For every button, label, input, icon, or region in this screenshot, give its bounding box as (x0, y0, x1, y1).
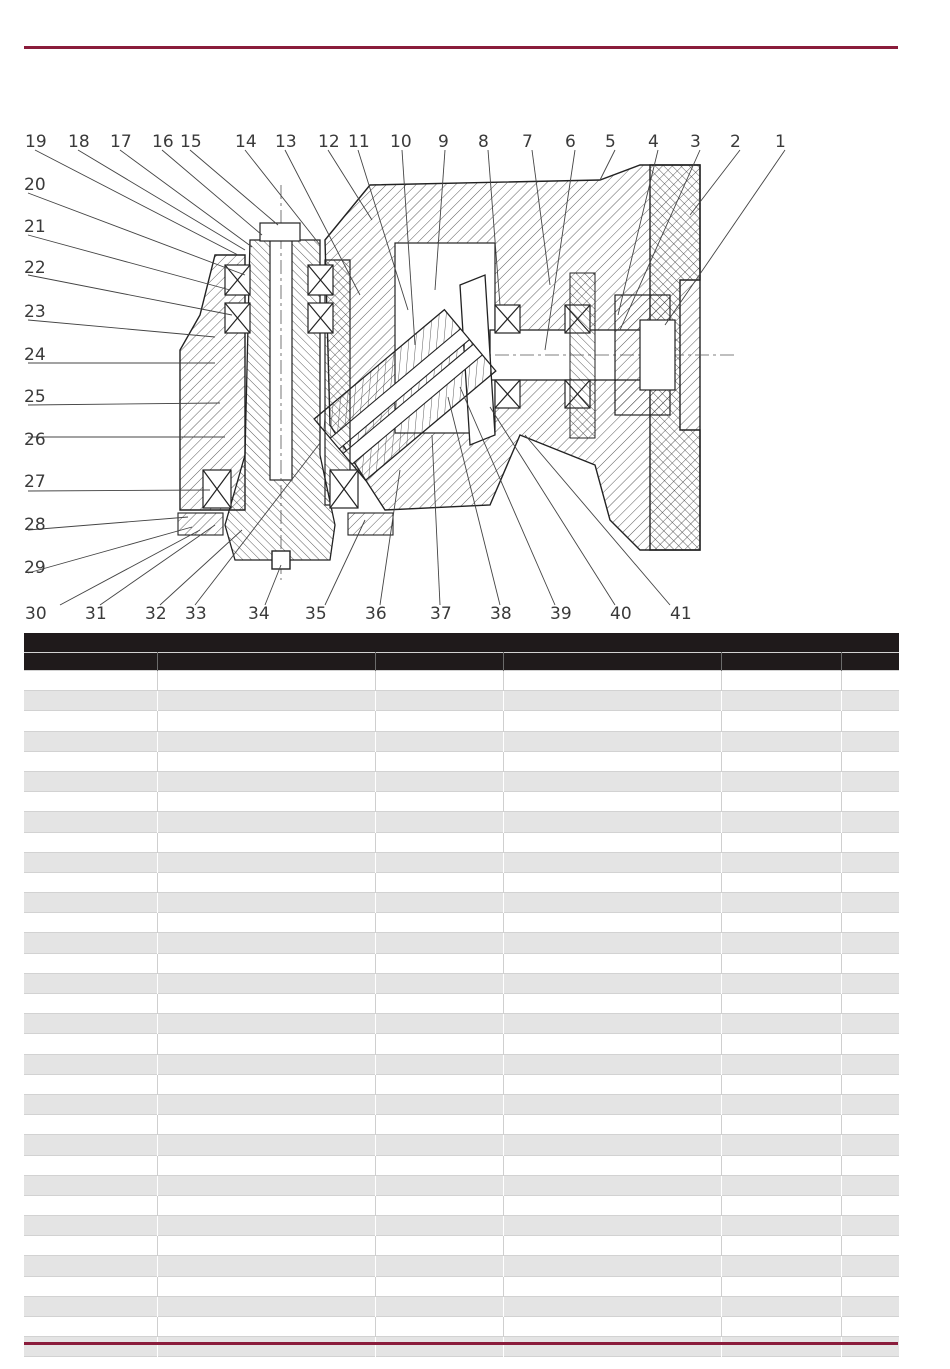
callout-6: 6 (565, 132, 576, 152)
table-cell (157, 832, 375, 852)
table-cell (841, 1317, 899, 1337)
table-cell (157, 872, 375, 892)
callout-16: 16 (152, 132, 174, 152)
table-cell (157, 1054, 375, 1074)
table-cell (841, 1256, 899, 1276)
table-cell (375, 1256, 503, 1276)
table-cell (375, 1115, 503, 1135)
table-cell (721, 1014, 841, 1034)
callout-2: 2 (730, 132, 741, 152)
table-cell (721, 691, 841, 711)
table-cell (24, 1317, 157, 1337)
table-cell (24, 832, 157, 852)
callout-9: 9 (438, 132, 449, 152)
table-cell (841, 933, 899, 953)
table-cell (24, 812, 157, 832)
table-cell (157, 691, 375, 711)
table-cell (841, 1074, 899, 1094)
table-cell (503, 1155, 721, 1175)
table-cell (721, 1195, 841, 1215)
callout-14: 14 (235, 132, 257, 152)
table-cell (721, 1175, 841, 1195)
table-cell (24, 1094, 157, 1114)
table-row (24, 812, 899, 832)
table-cell (503, 1256, 721, 1276)
table-row (24, 771, 899, 791)
table-cell (375, 1074, 503, 1094)
callout-3: 3 (690, 132, 701, 152)
table-cell (24, 933, 157, 953)
table-cell (24, 1276, 157, 1296)
column-header (24, 653, 157, 671)
table-cell (24, 731, 157, 751)
table-cell (157, 1337, 375, 1357)
table-cell (721, 1317, 841, 1337)
table-cell (503, 1175, 721, 1195)
table-cell (503, 711, 721, 731)
table-cell (721, 994, 841, 1014)
table-cell (157, 751, 375, 771)
table-cell (24, 1034, 157, 1054)
callout-26: 26 (24, 430, 46, 450)
table-cell (375, 1337, 503, 1357)
callout-20: 20 (24, 175, 46, 195)
table-cell (503, 731, 721, 751)
table-row (24, 1195, 899, 1215)
table-cell (841, 1054, 899, 1074)
table-cell (503, 1115, 721, 1135)
callout-13: 13 (275, 132, 297, 152)
table-cell (157, 731, 375, 751)
table-row (24, 1115, 899, 1135)
table-cell (24, 913, 157, 933)
table-cell (721, 852, 841, 872)
table-cell (157, 994, 375, 1014)
table-row (24, 671, 899, 691)
table-cell (375, 1276, 503, 1296)
table-row (24, 1094, 899, 1114)
table-cell (375, 933, 503, 953)
table-cell (503, 1236, 721, 1256)
top-accent-rule (24, 46, 898, 49)
table-row (24, 832, 899, 852)
callout-10: 10 (390, 132, 412, 152)
callout-7: 7 (522, 132, 533, 152)
table-cell (24, 1236, 157, 1256)
table-row (24, 1155, 899, 1175)
table-cell (157, 812, 375, 832)
table-cell (841, 1014, 899, 1034)
table-row (24, 913, 899, 933)
table-cell (721, 671, 841, 691)
table-row (24, 792, 899, 812)
table-cell (24, 1074, 157, 1094)
callout-27: 27 (24, 472, 46, 492)
table-cell (375, 671, 503, 691)
table-row (24, 1014, 899, 1034)
table-cell (24, 1175, 157, 1195)
table-cell (721, 1094, 841, 1114)
table-cell (841, 1337, 899, 1357)
callout-30: 30 (25, 604, 47, 624)
table-row (24, 933, 899, 953)
table-cell (157, 1135, 375, 1155)
table-cell (503, 994, 721, 1014)
table-cell (721, 913, 841, 933)
table-cell (503, 893, 721, 913)
callout-19: 19 (25, 132, 47, 152)
table-cell (375, 973, 503, 993)
parts-table (24, 633, 899, 1357)
table-cell (841, 893, 899, 913)
table-cell (841, 1034, 899, 1054)
table-cell (721, 812, 841, 832)
table-cell (24, 1155, 157, 1175)
table-cell (841, 913, 899, 933)
table-cell (503, 953, 721, 973)
table-cell (721, 973, 841, 993)
callout-12: 12 (318, 132, 340, 152)
table-cell (24, 792, 157, 812)
table-cell (841, 1135, 899, 1155)
callout-34: 34 (248, 604, 270, 624)
table-cell (157, 1155, 375, 1175)
table-cell (375, 1216, 503, 1236)
table-cell (841, 852, 899, 872)
table-cell (503, 691, 721, 711)
column-header (841, 653, 899, 671)
table-cell (24, 994, 157, 1014)
table-cell (721, 711, 841, 731)
table-cell (841, 832, 899, 852)
table-row (24, 1135, 899, 1155)
table-cell (841, 973, 899, 993)
callout-23: 23 (24, 302, 46, 322)
table-cell (24, 953, 157, 973)
table-cell (721, 893, 841, 913)
table-cell (721, 832, 841, 852)
table-cell (503, 1135, 721, 1155)
callout-24: 24 (24, 345, 46, 365)
table-cell (24, 1054, 157, 1074)
table-row (24, 1054, 899, 1074)
table-row (24, 711, 899, 731)
table-cell (503, 1317, 721, 1337)
table-cell (24, 852, 157, 872)
callout-36: 36 (365, 604, 387, 624)
table-cell (24, 1256, 157, 1276)
table-cell (24, 973, 157, 993)
table-cell (503, 872, 721, 892)
table-cell (721, 771, 841, 791)
callouts-left (24, 175, 46, 578)
table-cell (841, 1094, 899, 1114)
table-cell (157, 953, 375, 973)
table-cell (157, 1094, 375, 1114)
table-cell (841, 691, 899, 711)
table-row (24, 1256, 899, 1276)
table-cell (157, 1317, 375, 1337)
table-row (24, 1236, 899, 1256)
table-cell (503, 852, 721, 872)
callout-29: 29 (24, 558, 46, 578)
table-cell (375, 1236, 503, 1256)
table-cell (841, 711, 899, 731)
table-cell (503, 812, 721, 832)
table-cell (375, 1135, 503, 1155)
table-cell (503, 1337, 721, 1357)
table-header-row (24, 653, 899, 671)
callout-8: 8 (478, 132, 489, 152)
table-cell (503, 1054, 721, 1074)
table-cell (841, 1175, 899, 1195)
table-cell (157, 771, 375, 791)
table-row (24, 872, 899, 892)
table-cell (503, 671, 721, 691)
table-title-bar (24, 633, 899, 653)
callout-28: 28 (24, 515, 46, 535)
table-cell (24, 1296, 157, 1316)
callout-38: 38 (490, 604, 512, 624)
table-cell (375, 893, 503, 913)
table-cell (375, 1175, 503, 1195)
callout-25: 25 (24, 387, 46, 407)
callout-11: 11 (348, 132, 370, 152)
table-cell (24, 893, 157, 913)
table-cell (721, 1276, 841, 1296)
table-cell (157, 792, 375, 812)
table-cell (157, 852, 375, 872)
table-cell (375, 852, 503, 872)
table-cell (24, 671, 157, 691)
callout-18: 18 (68, 132, 90, 152)
table-cell (841, 1216, 899, 1236)
table-cell (841, 1276, 899, 1296)
table-cell (157, 671, 375, 691)
table-cell (721, 933, 841, 953)
callout-40: 40 (610, 604, 632, 624)
table-cell (721, 1236, 841, 1256)
column-header (721, 653, 841, 671)
table-row (24, 1317, 899, 1337)
cross-section-drawing (20, 125, 900, 630)
table-row (24, 994, 899, 1014)
callouts-top (25, 132, 786, 152)
table-cell (157, 893, 375, 913)
table-cell (503, 973, 721, 993)
table-cell (841, 731, 899, 751)
table-cell (375, 771, 503, 791)
table-row (24, 1074, 899, 1094)
table-cell (721, 1256, 841, 1276)
table-cell (157, 1074, 375, 1094)
table-cell (375, 832, 503, 852)
table-cell (24, 1337, 157, 1357)
table-cell (157, 1296, 375, 1316)
table-row (24, 1337, 899, 1357)
table-cell (157, 1216, 375, 1236)
table-cell (24, 1216, 157, 1236)
table-cell (24, 751, 157, 771)
table-row (24, 973, 899, 993)
table-row (24, 953, 899, 973)
table-cell (375, 953, 503, 973)
table-row (24, 691, 899, 711)
table-cell (721, 1115, 841, 1135)
table-cell (721, 953, 841, 973)
bottom-accent-rule (24, 1342, 898, 1345)
table-cell (24, 711, 157, 731)
callout-4: 4 (648, 132, 659, 152)
table-cell (721, 1054, 841, 1074)
callout-15: 15 (180, 132, 202, 152)
table-cell (375, 711, 503, 731)
table-cell (375, 1054, 503, 1074)
column-header (157, 653, 375, 671)
column-header (375, 653, 503, 671)
table-cell (721, 792, 841, 812)
table-cell (721, 1135, 841, 1155)
table-cell (375, 731, 503, 751)
table-cell (157, 1034, 375, 1054)
table-cell (721, 1034, 841, 1054)
table-cell (503, 933, 721, 953)
table-cell (503, 1276, 721, 1296)
table-cell (157, 1195, 375, 1215)
table-cell (375, 1155, 503, 1175)
table-cell (503, 751, 721, 771)
table-cell (375, 751, 503, 771)
callout-32: 32 (145, 604, 167, 624)
table-cell (157, 1256, 375, 1276)
table-cell (375, 1094, 503, 1114)
callout-37: 37 (430, 604, 452, 624)
table-cell (157, 1014, 375, 1034)
table-cell (503, 1074, 721, 1094)
table-row (24, 893, 899, 913)
table-cell (157, 1175, 375, 1195)
table-row (24, 751, 899, 771)
table-cell (841, 1195, 899, 1215)
table-cell (841, 751, 899, 771)
table-cell (503, 792, 721, 812)
table-cell (157, 913, 375, 933)
table-cell (24, 872, 157, 892)
table-cell (24, 771, 157, 791)
table-row (24, 1276, 899, 1296)
table-cell (503, 913, 721, 933)
table-cell (375, 1317, 503, 1337)
table-cell (841, 872, 899, 892)
table-cell (375, 1014, 503, 1034)
table-cell (841, 1296, 899, 1316)
table-title-cell (24, 633, 899, 653)
callout-39: 39 (550, 604, 572, 624)
table-cell (721, 1074, 841, 1094)
table-cell (503, 832, 721, 852)
table-row (24, 731, 899, 751)
table-cell (841, 1236, 899, 1256)
callouts-bottom (25, 604, 692, 624)
table-row (24, 1175, 899, 1195)
table-row (24, 1296, 899, 1316)
table-cell (503, 1216, 721, 1236)
table-cell (24, 1195, 157, 1215)
table-cell (503, 771, 721, 791)
table-cell (841, 671, 899, 691)
callout-21: 21 (24, 217, 46, 237)
callout-17: 17 (110, 132, 132, 152)
table-cell (24, 1014, 157, 1034)
table-cell (841, 1155, 899, 1175)
callout-22: 22 (24, 258, 46, 278)
table-cell (24, 1135, 157, 1155)
table-row (24, 1034, 899, 1054)
table-cell (375, 691, 503, 711)
table-cell (841, 953, 899, 973)
table-cell (503, 1195, 721, 1215)
table-cell (157, 973, 375, 993)
table-row (24, 1216, 899, 1236)
table-cell (841, 771, 899, 791)
table-cell (721, 731, 841, 751)
table-cell (721, 1216, 841, 1236)
table-cell (841, 812, 899, 832)
table-cell (375, 913, 503, 933)
table-cell (375, 792, 503, 812)
table-cell (157, 1236, 375, 1256)
table-cell (157, 1115, 375, 1135)
table-cell (841, 1115, 899, 1135)
table-cell (157, 933, 375, 953)
callout-33: 33 (185, 604, 207, 624)
table-cell (503, 1094, 721, 1114)
table-cell (157, 1276, 375, 1296)
table-cell (503, 1034, 721, 1054)
table-cell (375, 994, 503, 1014)
table-cell (375, 1296, 503, 1316)
table-cell (503, 1296, 721, 1316)
table-cell (721, 1155, 841, 1175)
table-cell (841, 792, 899, 812)
table-cell (721, 872, 841, 892)
table-cell (375, 812, 503, 832)
table-cell (375, 1034, 503, 1054)
table-cell (503, 1014, 721, 1034)
callout-31: 31 (85, 604, 107, 624)
table-cell (375, 872, 503, 892)
table-cell (157, 711, 375, 731)
table-cell (24, 691, 157, 711)
table-cell (841, 994, 899, 1014)
callout-5: 5 (605, 132, 616, 152)
table-cell (721, 751, 841, 771)
table-cell (721, 1337, 841, 1357)
table-row (24, 852, 899, 872)
callout-1: 1 (775, 132, 786, 152)
table-cell (721, 1296, 841, 1316)
callout-35: 35 (305, 604, 327, 624)
table-cell (24, 1115, 157, 1135)
callout-41: 41 (670, 604, 692, 624)
column-header (503, 653, 721, 671)
table-cell (375, 1195, 503, 1215)
